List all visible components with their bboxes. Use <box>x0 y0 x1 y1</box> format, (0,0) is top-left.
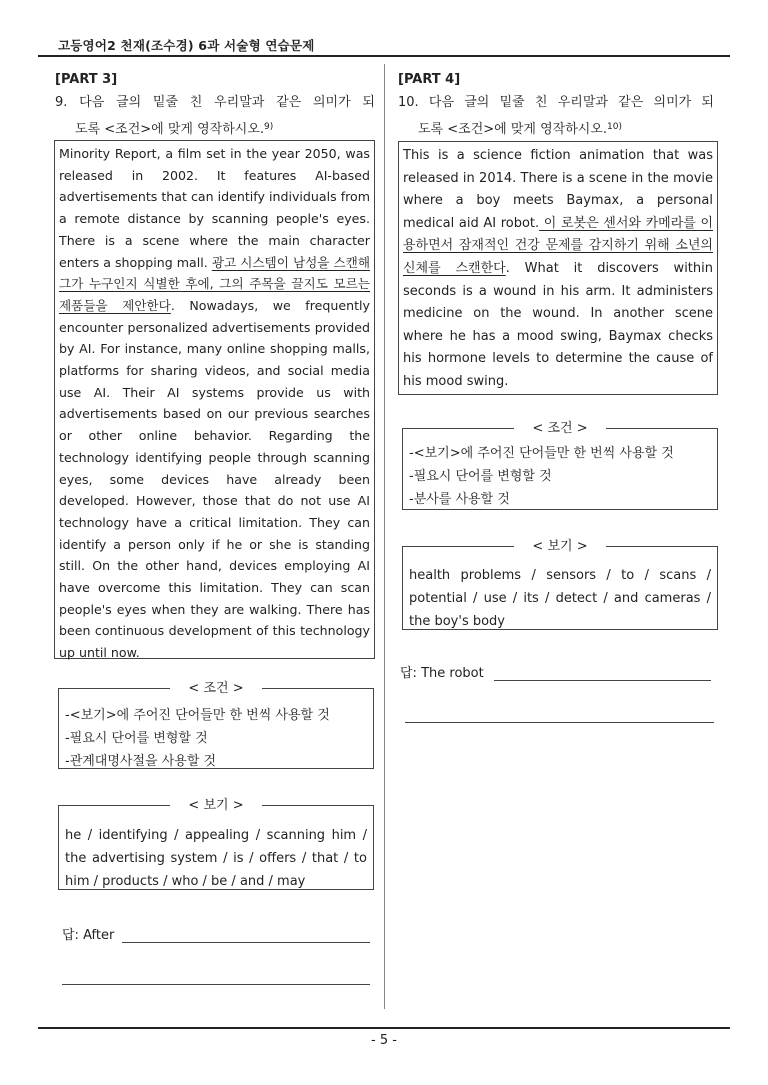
part-4-heading: [PART 4] <box>398 72 461 87</box>
answer-blank[interactable] <box>494 667 711 681</box>
footnote-9-marker: 9) <box>264 122 274 132</box>
word-bank-title: < 보기 > <box>514 535 605 558</box>
word-bank-title: < 보기 > <box>170 794 261 817</box>
condition-item: -관계대명사절을 사용할 것 <box>65 754 217 769</box>
condition-item: -<보기>에 주어진 단어들만 한 번씩 사용할 것 <box>409 446 674 461</box>
question-9-passage <box>54 140 375 659</box>
answer-blank-extra-line[interactable] <box>62 984 370 985</box>
page-number: - 5 - <box>371 1033 397 1048</box>
answer-prefix: 답: The robot <box>400 666 484 681</box>
word-bank-words: health problems / sensors / to / scans / potential / use / its / detect / and cameras / the boy's body <box>409 568 711 629</box>
footnote-10-marker: 10) <box>607 122 622 132</box>
question-9-word-bank-box <box>58 797 374 890</box>
condition-item: -<보기>에 주어진 단어들만 한 번씩 사용할 것 <box>65 708 330 723</box>
passage-9-text-b: . Nowadays, we frequently encounter personalized advertisements provided by AI. For instance, many online shopping malls, platforms for sharing videos, and social media use AI. Their AI systems provide us with advertisements based on our previous searches or other online behavior. Regarding the technology identifying people through scanning eyes, some devices have already been developed. However, those that do not use AI technology have a critical limitation. They can identify a person only if he or she is standing still. On the other hand, devices employing AI have overcome this limitation. They can scan people's eyes when they are walking. There has been continuous development of this technology up until now. <box>59 297 370 661</box>
condition-item: -필요시 단어를 변형할 것 <box>65 731 208 746</box>
question-10-prompt <box>398 91 714 142</box>
question-9-line1: 9. 다음 글의 밑줄 친 우리말과 같은 의미가 되 <box>55 95 375 110</box>
conditions-title: < 조건 > <box>170 677 261 700</box>
passage-10-text-b: . What it discovers within seconds is a wound in his arm. It administers medicine on the wound. In another scene where he has a mood swing, Baymax checks his hormone levels to determine the cause of his mood swing. <box>403 260 713 389</box>
question-9-line2: 도록 <조건>에 맞게 영작하시오. <box>75 122 265 137</box>
passage-10-underlined-korean: 이 로봇은 센서와 카메라를 이용하면서 잠재적인 건강 문제를 감지하기 위해 소년의 신체를 스캔한다 <box>403 215 714 276</box>
answer-prefix: 답: After <box>62 928 115 943</box>
question-10-conditions-box <box>402 420 718 510</box>
header-divider <box>38 55 730 57</box>
passage-10-text-a: This is a science fiction animation that was released in 2014. There is a scene in the movie where a boy meets Baymax, a personal medical aid AI robot. <box>403 148 713 231</box>
word-bank-words: he / identifying / appealing / scanning him / the advertising system / is / offers / that / to him / products / who / be / and / may <box>65 828 367 889</box>
answer-blank-extra-line[interactable] <box>405 722 714 723</box>
column-divider <box>384 64 385 1009</box>
question-9-answer <box>62 924 370 943</box>
passage-9-underlined-korean: 광고 시스템이 남성을 스캔해 그가 누구인지 식별한 후에, 그의 주목을 끌지도 모르는 제품들을 제안한다 <box>59 254 370 313</box>
question-10-line1: 10. 다음 글의 밑줄 친 우리말과 같은 의미가 되 <box>398 95 714 110</box>
passage-9-text-a: Minority Report, a film set in the year 2050, was released in 2002. It features AI-based advertisements that can identify individuals from a remote distance by scanning people's eyes. There is a scene where the main character enters a shopping mall. <box>59 146 370 270</box>
question-9-conditions-box <box>58 680 374 769</box>
question-10-answer <box>400 662 711 681</box>
question-10-word-bank-box <box>402 538 718 630</box>
footer-divider <box>38 1027 730 1029</box>
question-10-passage <box>398 141 718 395</box>
answer-blank[interactable] <box>122 929 370 943</box>
question-10-line2: 도록 <조건>에 맞게 영작하시오. <box>418 122 608 137</box>
question-9-prompt <box>55 91 375 142</box>
part-3-heading: [PART 3] <box>55 72 118 87</box>
condition-item: -분사를 사용할 것 <box>409 492 510 507</box>
document-header-title: 고등영어2 천재(조수경) 6과 서술형 연습문제 <box>58 38 315 53</box>
condition-item: -필요시 단어를 변형할 것 <box>409 469 552 484</box>
conditions-title: < 조건 > <box>514 417 605 440</box>
